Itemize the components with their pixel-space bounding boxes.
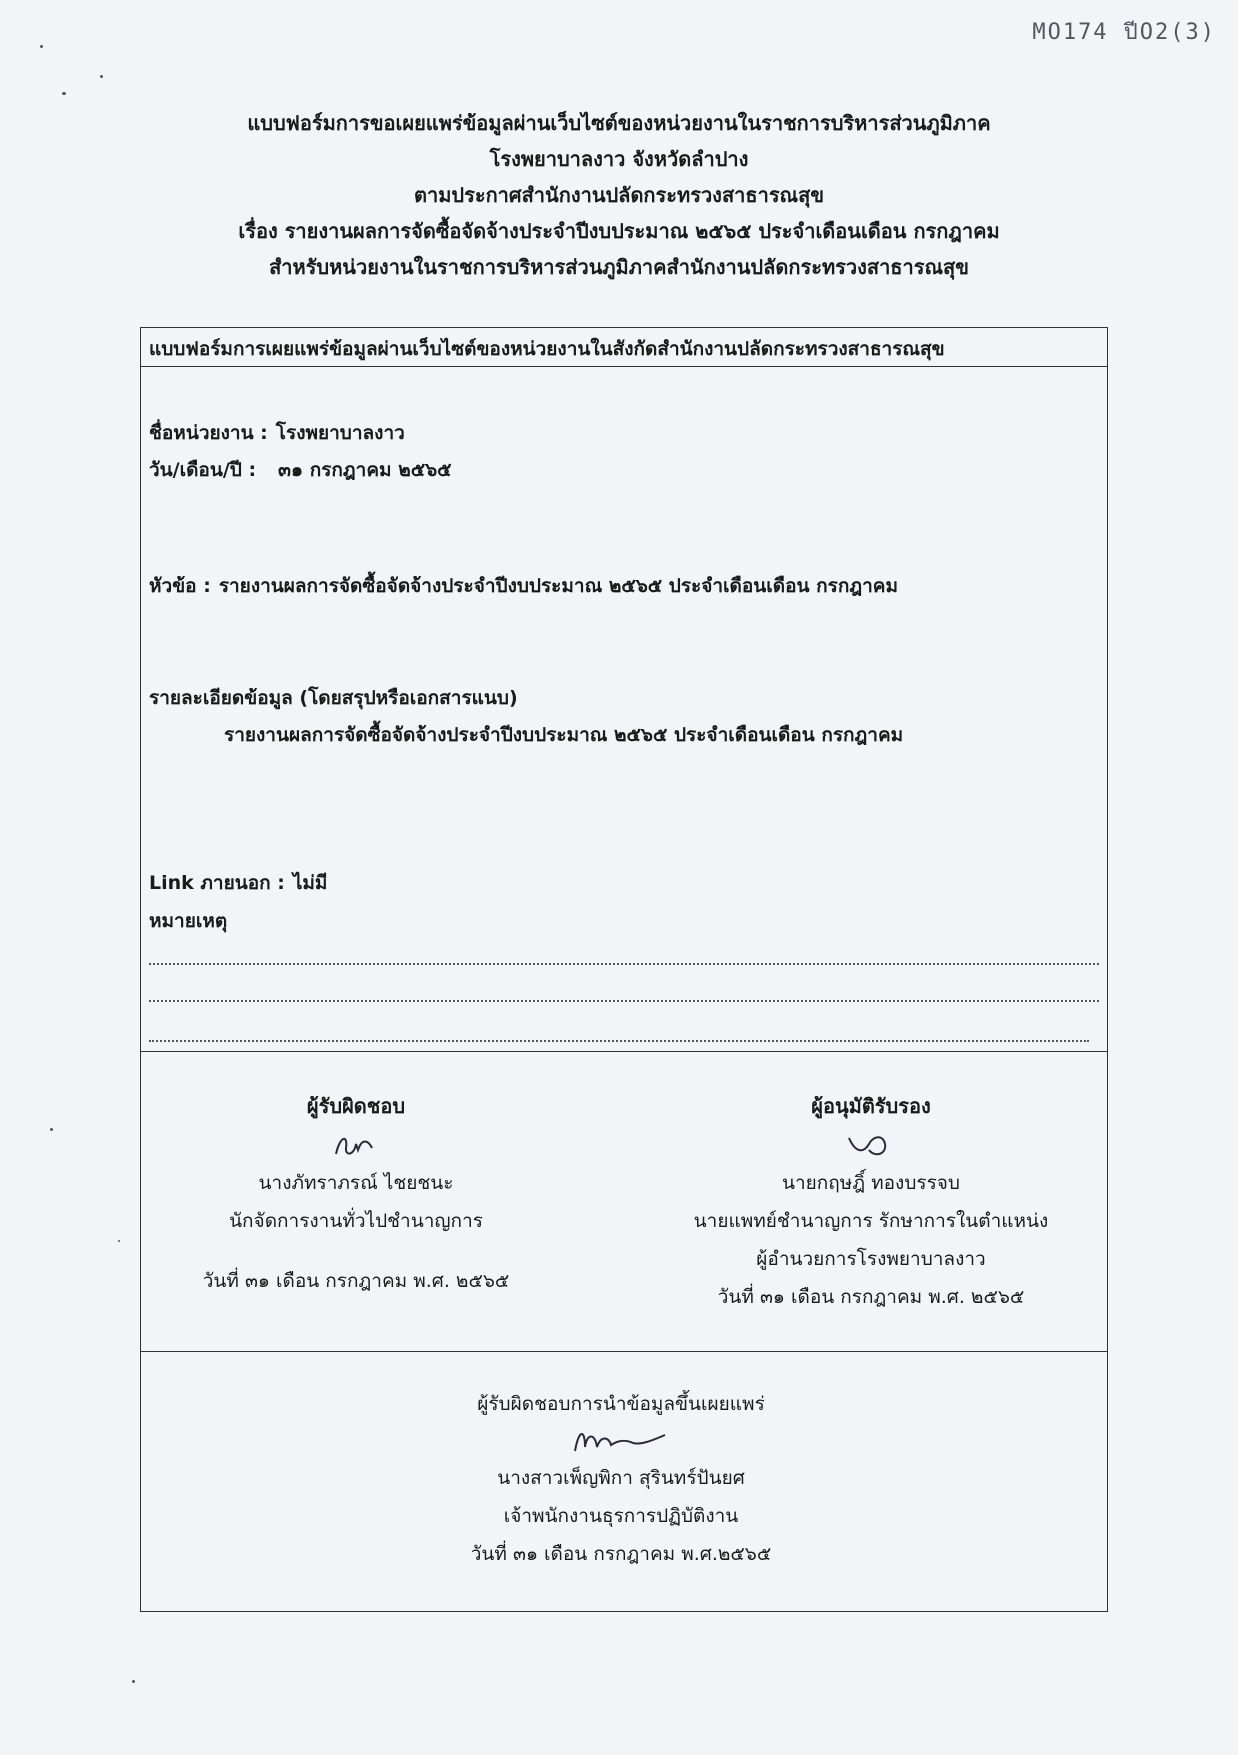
header-line-4: เรื่อง รายงานผลการจัดซื้อจัดจ้างประจำปีงบประมาณ ๒๕๖๕ ประจำเดือนเดือน กรกฎาคม (238, 219, 1000, 243)
approver-name: นายกฤษฎิ์ ทองบรรจบ (782, 1172, 960, 1194)
scan-speck (118, 1240, 120, 1242)
subject-field (149, 571, 898, 601)
agency-field (149, 418, 405, 448)
document-header (0, 105, 1238, 285)
remark-dotted-line-3 (149, 1040, 1089, 1042)
responsible-signature-block (171, 1090, 541, 1300)
publisher-position: เจ้าพนักงานธุรการปฏิบัติงาน (503, 1505, 739, 1527)
header-line-2: โรงพยาบาลงาว จังหวัดลำปาง (489, 147, 749, 171)
scan-speck (100, 75, 103, 78)
approver-position: นายแพทย์ชำนาญการ รักษาการในตำแหน่ง (693, 1210, 1049, 1232)
header-line-1: แบบฟอร์มการขอเผยแพร่ข้อมูลผ่านเว็บไซต์ของหน่วยงานในราชการบริหารส่วนภูมิภาค (247, 111, 991, 135)
publisher-signature (341, 1423, 901, 1459)
approver-position-2: ผู้อำนวยการโรงพยาบาลงาว (756, 1248, 986, 1270)
link-field (149, 868, 327, 898)
header-line-5: สำหรับหน่วยงานในราชการบริหารส่วนภูมิภาคสำนักงานปลัดกระทรวงสาธารณสุข (269, 255, 969, 279)
detail-value: รายงานผลการจัดซื้อจัดจ้างประจำปีงบประมาณ ๒๕๖๕ ประจำเดือนเดือน กรกฎาคม (224, 724, 904, 746)
publisher-role: ผู้รับผิดชอบการนำข้อมูลขึ้นเผยแพร่ (477, 1393, 765, 1415)
form-box (140, 327, 1108, 1612)
link-label: Link ภายนอก : (149, 872, 285, 894)
publisher-name: นางสาวเพ็ญพิกา สุรินทร์ปันยศ (497, 1467, 745, 1489)
form-title: แบบฟอร์มการเผยแพร่ข้อมูลผ่านเว็บไซต์ของหน่วยงานในสังกัดสำนักงานปลัดกระทรวงสาธารณสุข (149, 338, 945, 360)
agency-value: โรงพยาบาลงาว (275, 422, 405, 444)
title-divider (141, 366, 1107, 367)
publisher-date: วันที่ ๓๑ เดือน กรกฎาคม พ.ศ.๒๕๖๕ (470, 1543, 772, 1565)
handwritten-reference: MO174 ปีO2(3) (1032, 20, 1216, 45)
link-value: ไม่มี (292, 872, 328, 894)
subject-label: หัวข้อ : (149, 575, 211, 597)
agency-label: ชื่อหน่วยงาน : (149, 422, 268, 444)
responsible-name: นางภัทราภรณ์ ไชยชนะ (258, 1172, 454, 1194)
approver-date: วันที่ ๓๑ เดือน กรกฎาคม พ.ศ. ๒๕๖๕ (717, 1286, 1025, 1308)
responsible-signature (171, 1128, 541, 1164)
date-label: วัน/เดือน/ปี : (149, 459, 257, 481)
remark-dotted-line-2 (149, 1000, 1099, 1002)
approver-role: ผู้อนุมัติรับรอง (811, 1094, 931, 1118)
scan-speck (62, 92, 66, 95)
publisher-signature-block (341, 1385, 901, 1573)
approver-signature-block (651, 1090, 1091, 1316)
date-value: ๓๑ กรกฎาคม ๒๕๖๕ (278, 459, 452, 481)
remark-label: หมายเหตุ (149, 910, 228, 932)
header-line-3: ตามประกาศสำนักงานปลัดกระทรวงสาธารณสุข (413, 183, 824, 207)
publisher-divider (141, 1351, 1107, 1352)
scan-speck (40, 45, 43, 48)
responsible-role: ผู้รับผิดชอบ (306, 1094, 406, 1118)
subject-value: รายงานผลการจัดซื้อจัดจ้างประจำปีงบประมาณ ๒๕๖๕ ประจำเดือนเดือน กรกฎาคม (218, 575, 898, 597)
detail-label: รายละเอียดข้อมูล (โดยสรุปหรือเอกสารแนบ) (149, 687, 518, 709)
approver-signature (651, 1128, 1091, 1164)
responsible-position: นักจัดการงานทั่วไปชำนาญการ (229, 1210, 483, 1232)
scan-speck (132, 1680, 135, 1683)
date-field (149, 455, 452, 485)
signature-divider (141, 1051, 1107, 1052)
scan-speck (50, 1128, 53, 1131)
responsible-date: วันที่ ๓๑ เดือน กรกฎาคม พ.ศ. ๒๕๖๕ (202, 1270, 510, 1292)
remark-dotted-line-1 (149, 963, 1099, 965)
